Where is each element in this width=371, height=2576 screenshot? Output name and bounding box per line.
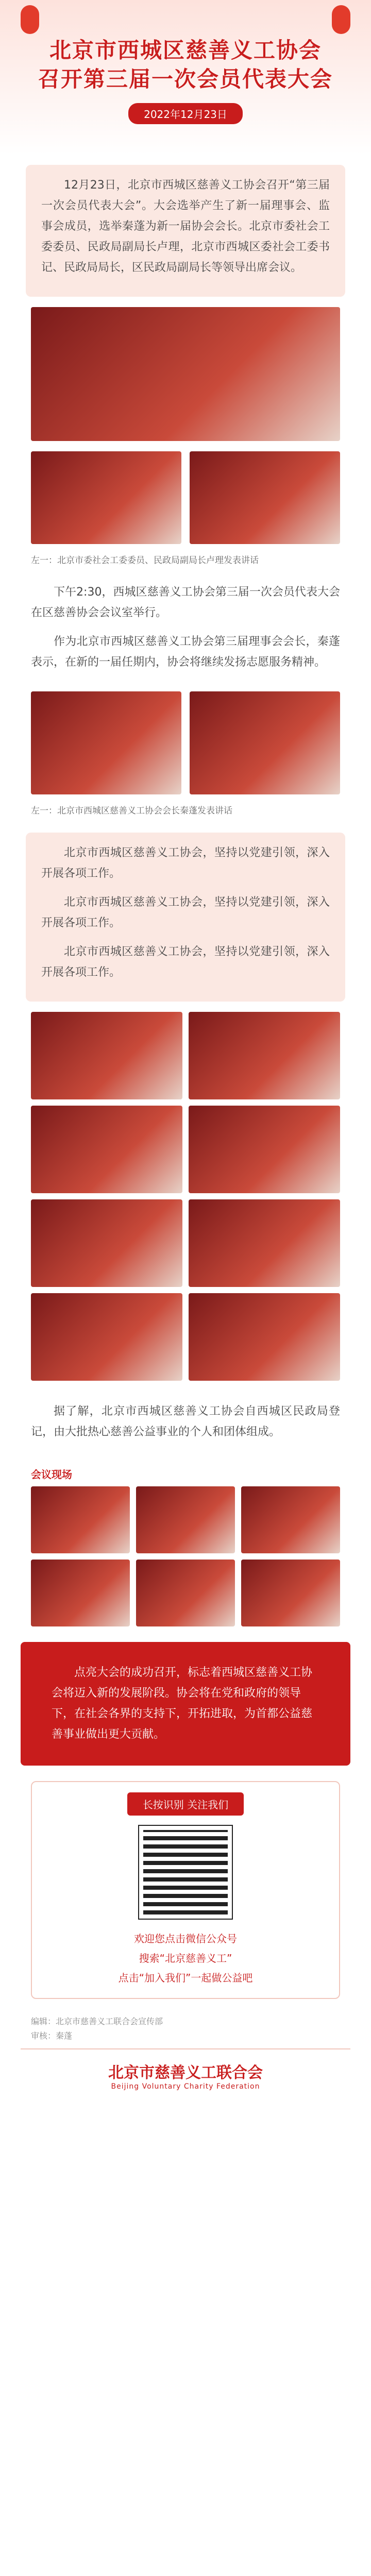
meeting-photo (31, 307, 340, 441)
intro-box (26, 165, 345, 297)
meeting-photo (241, 1486, 340, 1553)
meeting-photo (241, 1560, 340, 1626)
follow-line: 点击“加入我们”一起做公益吧 (118, 1972, 253, 1984)
org-english-name: Beijing Voluntary Charity Federation (111, 2082, 260, 2091)
meeting-photo (190, 691, 340, 794)
meeting-photo (189, 1293, 340, 1381)
page-title: 北京市西城区慈善义工协会 (49, 38, 322, 63)
photo-caption: 左一：北京市委社会工委委员、民政局副局长卢理发表讲话 (31, 555, 259, 566)
section-heading: 会议现场 (31, 1468, 72, 1481)
footer (21, 2048, 350, 2101)
follow-line: 欢迎您点击微信公众号 (134, 1933, 237, 1945)
body-paragraph: 据了解，北京市西城区慈善义工协会自西城区民政局登记，由大批热心慈善公益事业的个人和团体组成。 (31, 1405, 340, 1438)
highlight-box (26, 833, 345, 1002)
closing-box (21, 1642, 350, 1766)
meeting-photo (31, 451, 181, 544)
body-paragraph: 北京市西城区慈善义工协会，坚持以党建引领，深入开展各项工作。 (41, 945, 330, 979)
date-badge: 2022年12月23日 (128, 103, 243, 124)
meeting-photo (31, 1106, 182, 1193)
meeting-photo (136, 1560, 235, 1626)
page-subtitle: 召开第三届一次会员代表大会 (38, 66, 333, 92)
body-paragraph: 作为北京市西城区慈善义工协会第三届理事会会长，秦蓬表示，在新的一届任期内，协会将继续发扬志愿服务精神。 (31, 635, 340, 669)
follow-box (31, 1781, 340, 1999)
article-meta (0, 2009, 371, 2048)
meeting-photo (189, 1106, 340, 1193)
follow-line: 搜索“北京慈善义工” (139, 1952, 232, 1964)
org-name: 北京市慈善义工联合会 (108, 2064, 263, 2082)
meeting-photo (189, 1199, 340, 1287)
header-banner (0, 0, 371, 155)
reviewer-line: 审核：秦蓬 (31, 2031, 73, 2041)
body-section (0, 572, 371, 691)
meeting-photo (31, 1012, 182, 1099)
body-paragraph: 下午2:30，西城区慈善义工协会第三届一次会员代表大会在区慈善协会会议室举行。 (31, 586, 340, 619)
meeting-photo (31, 1199, 182, 1287)
intro-paragraph: 12月23日，北京市西城区慈善义工协会召开“第三届一次会员代表大会”。大会选举产生了新一届理事会、监事会成员，选举秦蓬为新一届协会会长。北京市委社会工委委员、民政局副局长卢理，北京市西城区委社会工委书记、民政局局长，区民政局副局长等领导出席会议。 (41, 179, 330, 274)
meeting-photo (189, 1012, 340, 1099)
body-section (0, 1391, 371, 1461)
closing-paragraph: 点亮大会的成功召开，标志着西城区慈善义工协会将迈入新的发展阶段。协会将在党和政府的领导下，在社会各界的支持下，开拓进取，为首都公益慈善事业做出更大贡献。 (52, 1666, 313, 1741)
meeting-photo (31, 1486, 130, 1553)
editor-line: 编辑：北京市慈善义工联合会宣传部 (31, 2016, 163, 2026)
photo-caption: 左一：北京市西城区慈善义工协会会长秦蓬发表讲话 (31, 806, 232, 816)
follow-heading: 长按识别 关注我们 (127, 1792, 244, 1816)
body-paragraph: 北京市西城区慈善义工协会，坚持以党建引领，深入开展各项工作。 (41, 896, 330, 929)
meeting-photo (136, 1486, 235, 1553)
meeting-photo (31, 1560, 130, 1626)
qr-code[interactable] (139, 1826, 232, 1919)
meeting-photo (190, 451, 340, 544)
lantern-icon (21, 5, 39, 34)
meeting-photo (31, 1293, 182, 1381)
body-paragraph: 北京市西城区慈善义工协会，坚持以党建引领，深入开展各项工作。 (41, 846, 330, 880)
meeting-photo (31, 691, 181, 794)
lantern-icon (332, 5, 350, 34)
